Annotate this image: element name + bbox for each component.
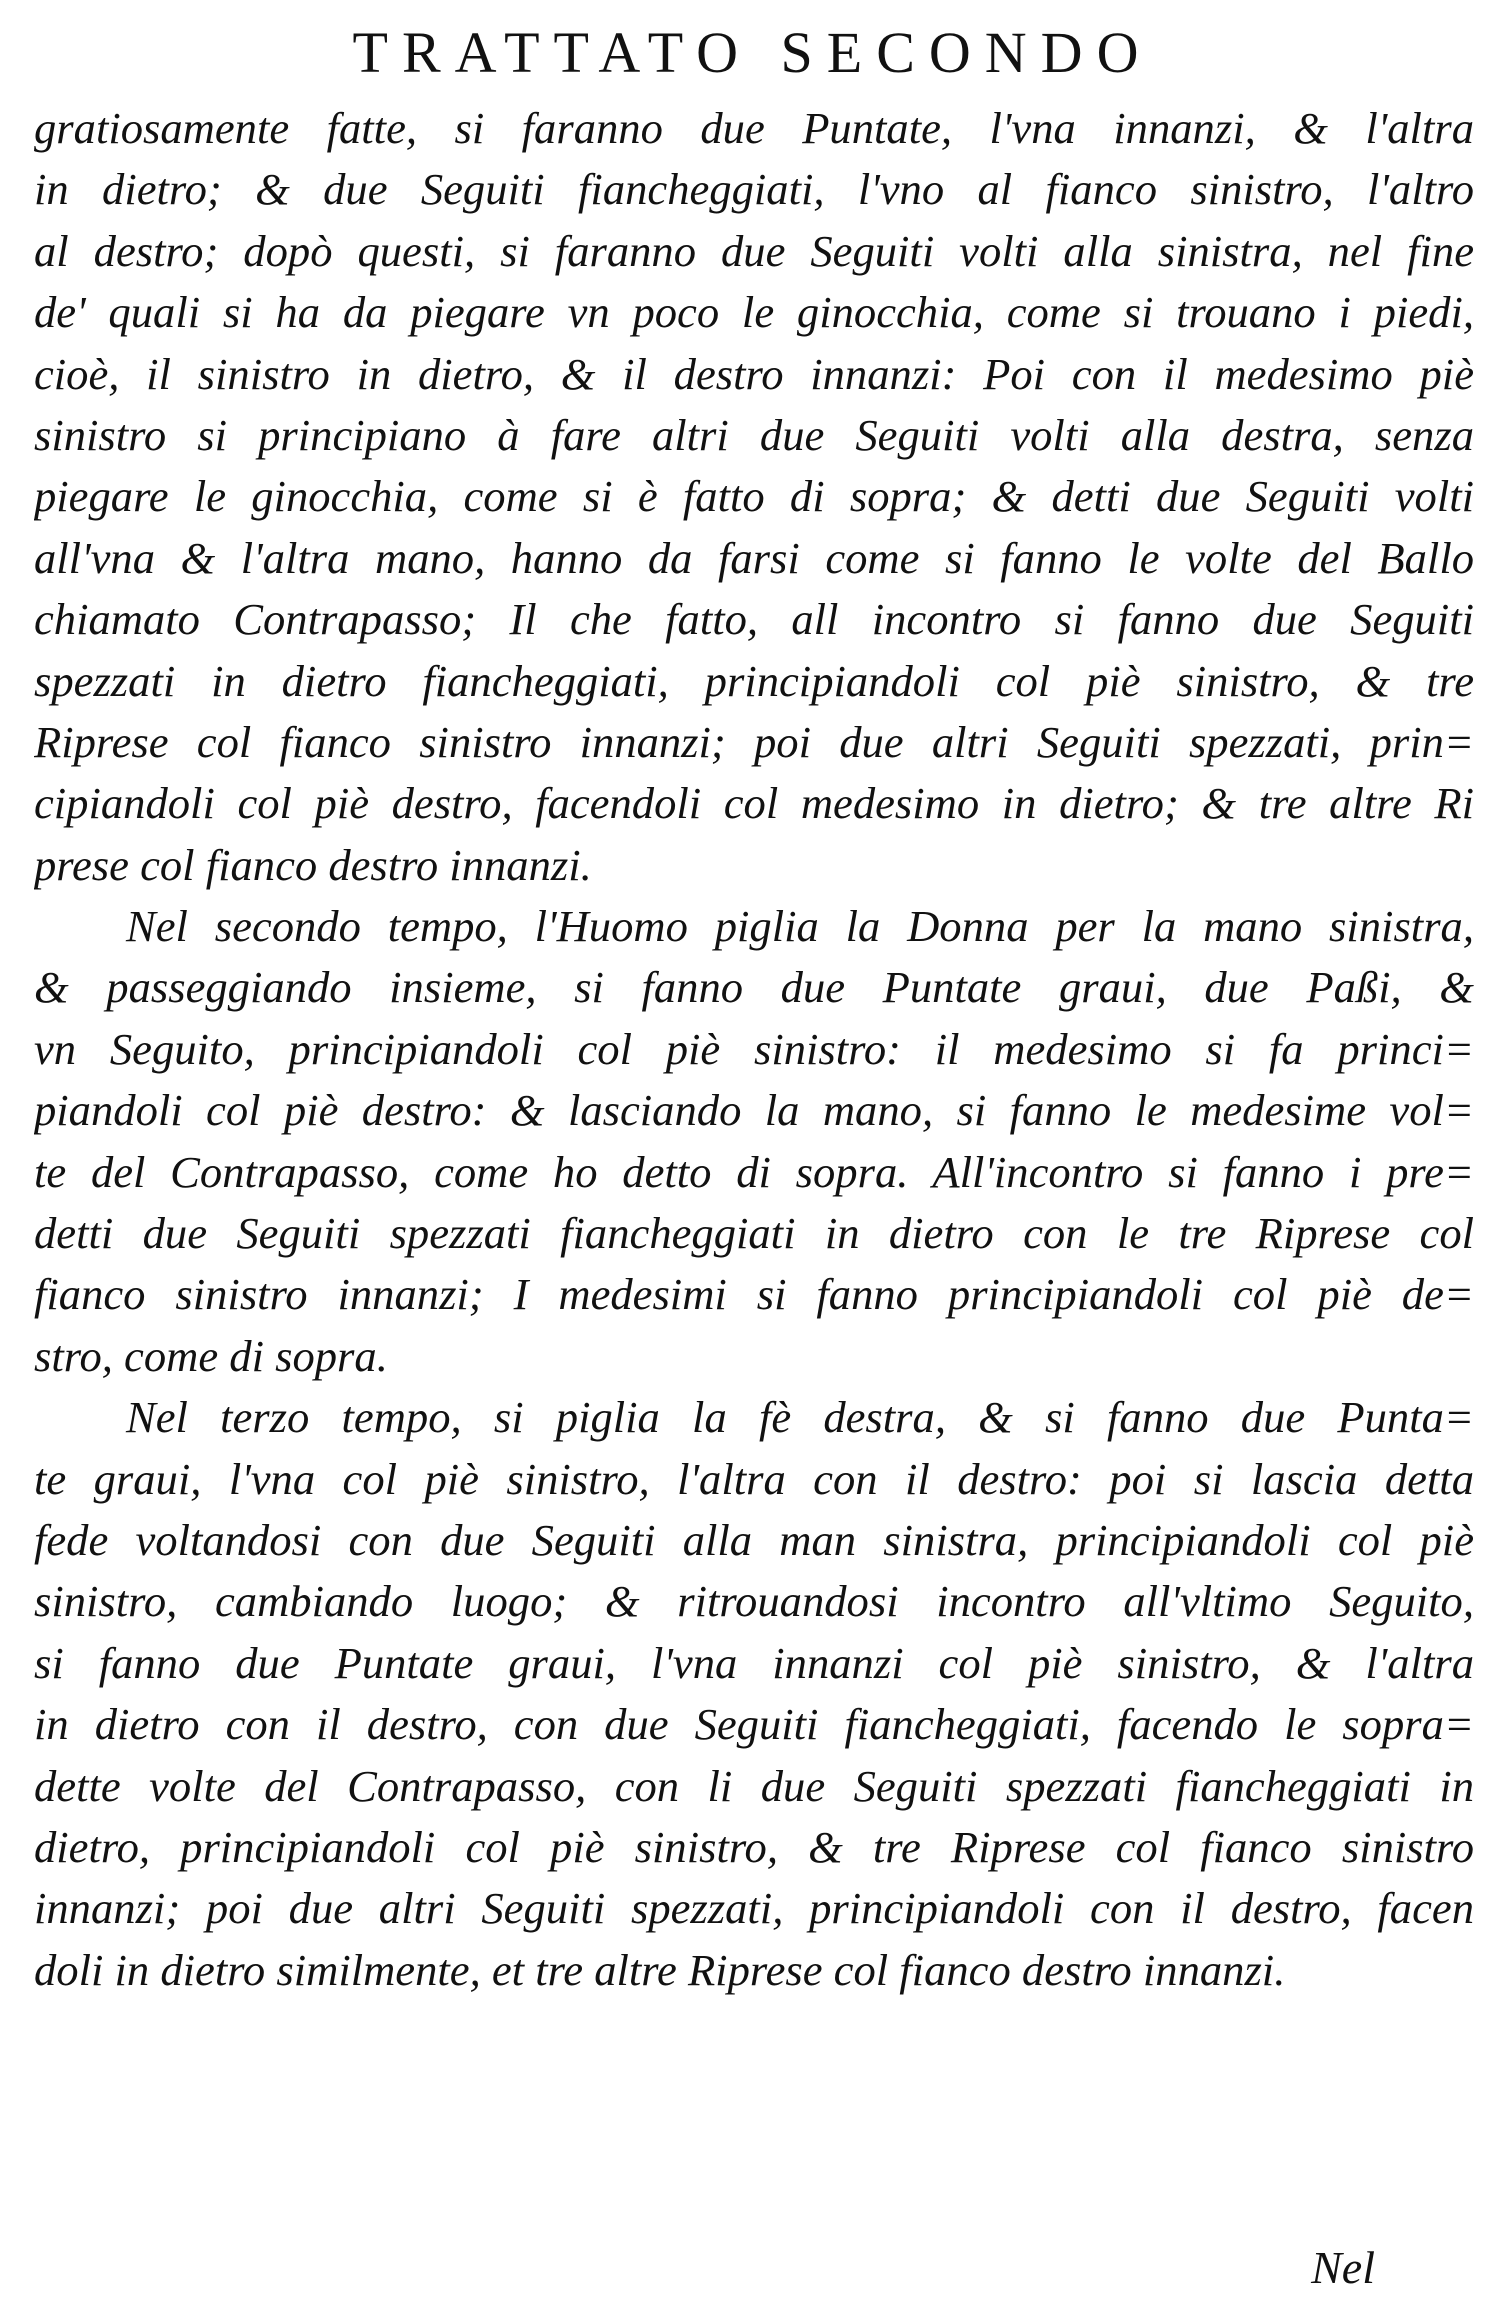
text-line: chiamato Contrapasso; Il che fatto, all incontro si fanno due Seguiti: [34, 594, 1474, 645]
running-head: TRATTATO SECONDO: [352, 20, 1153, 85]
paragraph-2: [34, 896, 1474, 1387]
text-line: Nel terzo tempo, si piglia la fè destra, & si fanno due Punta=: [126, 1392, 1474, 1443]
text-line: doli in dietro similmente, et tre altre Riprese col fianco destro innanzi.: [34, 1944, 1286, 1995]
text-line: piegare le ginocchia, come si è fatto di sopra; & detti due Seguiti volti: [34, 471, 1474, 522]
text-line: fede voltandosi con due Seguiti alla man sinistra, principiandoli col piè: [34, 1514, 1474, 1565]
text-line: Ripresе col fianco sinistro innanzi; poi due altri Seguiti spezzati, prin=: [34, 716, 1474, 767]
text-line: innanzi; poi due altri Seguiti spezzati, principiandoli con il destro, facen: [34, 1883, 1474, 1934]
text-line: dietro, principiandoli col piè sinistro, & tre Riprese col fianco sinistro: [34, 1821, 1474, 1872]
text-line: si fanno due Puntate graui, l'vna innanzi col piè sinistro, & l'altra: [34, 1637, 1474, 1688]
text-line: piandoli col piè destro: & lasciando la mano, si fanno le medesime vol=: [34, 1085, 1474, 1136]
text-line: al destro; dopò questi, si faranno due Seguiti volti alla sinistra, nel fine: [34, 225, 1474, 276]
text-line: sinistro si principiano à fare altri due Seguiti volti alla destra, senza: [34, 409, 1474, 460]
text-line: vn Seguito, principiandoli col piè sinistro: il medesimo si fa princi=: [34, 1023, 1474, 1074]
text-line: cioè, il sinistro in dietro, & il destro innanzi: Poi con il medesimo piè: [34, 348, 1474, 399]
text-line: de' quali si ha da piegare vn poco le ginocchia, come si trouano i piedi,: [34, 287, 1474, 338]
text-line: stro, come di sopra.: [34, 1330, 388, 1381]
catchword: Nel: [1311, 2242, 1375, 2293]
text-line: cipiandoli col piè destro, facendoli col medesimo in dietro; & tre altre Ri: [34, 778, 1474, 829]
text-line: dette volte del Contrapasso, con li due Seguiti spezzati fiancheggiati in: [34, 1760, 1474, 1811]
text-line: in dietro; & due Seguiti fiancheggiati, l'vno al fianco sinistro, l'altro: [34, 164, 1474, 215]
text-line: all'vna & l'altra mano, hanno da farsi come si fanno le volte del Ballo: [34, 532, 1474, 583]
paragraph-3: [34, 1387, 1474, 2001]
body-text: [34, 98, 1474, 2001]
text-line: spezzati in dietro fiancheggiati, principiandoli col piè sinistro, & tre: [34, 655, 1474, 706]
text-line: te graui, l'vna col piè sinistro, l'altra con il destro: poi si lascia detta: [34, 1453, 1474, 1504]
text-line: detti due Seguiti spezzati fiancheggiati in dietro con le tre Riprese col: [34, 1208, 1474, 1259]
text-line: sinistro, cambiando luogo; & ritrouandosi incontro all'vltimo Seguito,: [34, 1576, 1474, 1627]
text-line: & passeggiando insieme, si fanno due Puntate graui, due Paßi, &: [34, 962, 1474, 1013]
text-line: Nel secondo tempo, l'Huomo piglia la Donna per la mano sinistra,: [126, 901, 1474, 952]
text-line: gratiosamente fatte, si faranno due Puntate, l'vna innanzi, & l'altra: [34, 103, 1474, 153]
text-line: prese col fianco destro innanzi.: [34, 839, 592, 890]
text-line: te del Contrapasso, come ho detto di sopra. All'incontro si fanno i pre=: [34, 1146, 1474, 1197]
text-line: in dietro con il destro, con due Seguiti fiancheggiati, facendo le sopra=: [34, 1699, 1474, 1750]
text-line: fianco sinistro innanzi; I medesimi si fanno principiandoli col piè de=: [34, 1269, 1474, 1320]
paragraph-1: [34, 98, 1474, 896]
